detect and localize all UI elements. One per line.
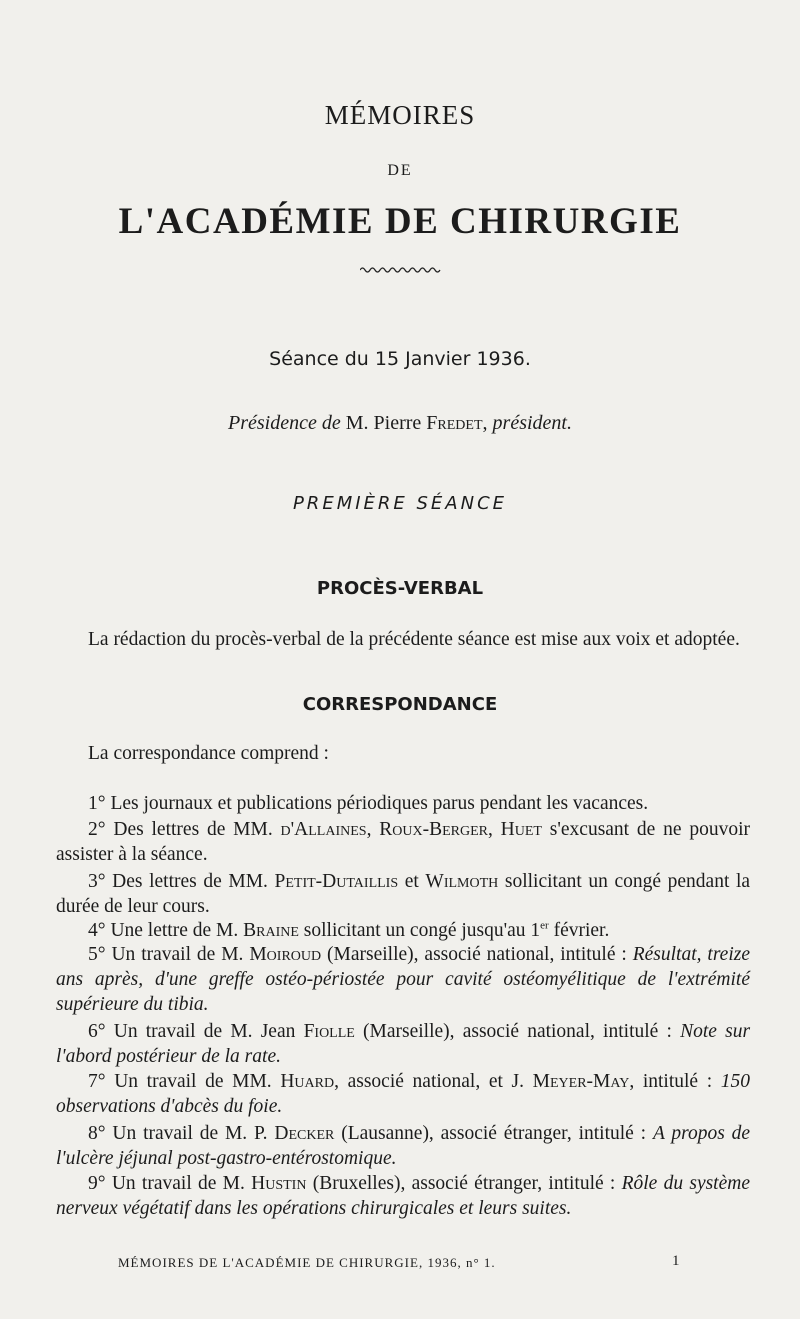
item-text: Un travail de M. bbox=[111, 1173, 245, 1194]
item-text: Un travail de M. bbox=[111, 944, 244, 965]
correspondance-heading: CORRESPONDANCE bbox=[302, 694, 498, 715]
item-number: 8° bbox=[88, 1123, 106, 1144]
item-text: sollicitant un congé pendant la durée de leur cours. bbox=[56, 871, 751, 917]
item-text: Une lettre de M. bbox=[110, 920, 239, 941]
list-item bbox=[56, 869, 750, 919]
item-number: 2° bbox=[88, 819, 106, 840]
item-text: , associé national, et J. bbox=[334, 1071, 525, 1092]
item-text: Des lettres de MM. bbox=[113, 819, 273, 840]
item-number: 7° bbox=[88, 1071, 106, 1092]
item-text: Des lettres de MM. bbox=[112, 871, 268, 892]
item-names: d'Allaines, Roux-Berger, Huet bbox=[280, 819, 542, 840]
item-name: Hustin bbox=[251, 1173, 307, 1194]
item-text: février. bbox=[553, 920, 610, 941]
item-name: Huard bbox=[280, 1071, 335, 1092]
page-number: 1 bbox=[672, 1253, 680, 1269]
president-name: Fredet bbox=[426, 412, 483, 434]
item-text: Un travail de MM. bbox=[114, 1071, 272, 1092]
presidence-prefix: Présidence de bbox=[228, 412, 341, 434]
item-text: Un travail de M. P. bbox=[112, 1123, 268, 1144]
item-name: Moiroud bbox=[249, 944, 322, 965]
list-item bbox=[56, 1121, 750, 1171]
correspondance-intro: La correspondance comprend : bbox=[88, 743, 329, 764]
item-title: Note sur l'abord postérieur de la rate. bbox=[56, 1021, 751, 1067]
superscript: er bbox=[540, 919, 549, 932]
journal-title-de: DE bbox=[387, 162, 413, 179]
item-name: Wilmoth bbox=[425, 871, 499, 892]
session-date: Séance du 15 Janvier 1936. bbox=[269, 348, 531, 370]
list-item bbox=[56, 791, 750, 816]
item-number: 3° bbox=[88, 871, 106, 892]
list-item bbox=[56, 918, 750, 943]
wavy-ornament-divider bbox=[360, 262, 442, 276]
item-title: Rôle du système nerveux végétatif dans les opérations chirurgicales et leurs suites. bbox=[56, 1173, 750, 1219]
item-text: Les journaux et publications périodiques parus pendant les vacances. bbox=[110, 793, 649, 814]
item-title: Résultat, treize ans après, d'une greffe ostéo-périostée pour cavité ostéomyélitique de l'extrémité supérieure du tibia. bbox=[56, 944, 751, 1015]
item-name: Decker bbox=[274, 1123, 335, 1144]
running-footer: MÉMOIRES DE L'ACADÉMIE DE CHIRURGIE, 1936, n° 1. bbox=[118, 1255, 496, 1270]
item-number: 6° bbox=[88, 1021, 106, 1042]
item-text: (Bruxelles), associé étranger, intitulé : bbox=[312, 1173, 616, 1194]
president-title: M. Pierre bbox=[345, 412, 422, 434]
item-name: Meyer-May bbox=[532, 1071, 630, 1092]
list-item bbox=[56, 942, 750, 1017]
list-item bbox=[56, 1069, 750, 1119]
item-text: et bbox=[404, 871, 419, 892]
list-item bbox=[56, 817, 750, 867]
item-number: 9° bbox=[88, 1173, 106, 1194]
list-item bbox=[56, 1019, 750, 1069]
item-text: sollicitant un congé jusqu'au 1 bbox=[303, 920, 541, 941]
presidence-line: Présidence de M. Pierre Fredet, président. bbox=[228, 412, 572, 434]
item-text: s'excusant de ne pouvoir assister à la séance. bbox=[56, 819, 751, 865]
item-number: 4° bbox=[88, 920, 106, 941]
item-text: , intitulé : bbox=[629, 1071, 713, 1092]
item-text: Un travail de M. Jean bbox=[113, 1021, 296, 1042]
item-title: 150 observations d'abcès du foie. bbox=[56, 1071, 751, 1117]
item-number: 1° bbox=[88, 793, 106, 814]
president-suffix: président. bbox=[492, 412, 572, 434]
journal-title-memoires: MÉMOIRES bbox=[324, 100, 476, 130]
item-name: Fiolle bbox=[303, 1021, 355, 1042]
item-text: (Lausanne), associé étranger, intitulé : bbox=[341, 1123, 647, 1144]
item-number: 5° bbox=[88, 944, 106, 965]
item-text: (Marseille), associé national, intitulé : bbox=[327, 944, 627, 965]
journal-title-academie: L'ACADÉMIE DE CHIRURGIE bbox=[118, 201, 682, 242]
item-text: (Marseille), associé national, intitulé : bbox=[363, 1021, 672, 1042]
item-name: Braine bbox=[243, 920, 299, 941]
proces-verbal-heading: PROCÈS-VERBAL bbox=[316, 578, 484, 599]
list-item bbox=[56, 1171, 750, 1221]
proces-verbal-text: La rédaction du procès-verbal de la précédente séance est mise aux voix et adoptée. bbox=[88, 629, 740, 650]
item-title: A propos de l'ulcère jéjunal post-gastro-entérostomique. bbox=[56, 1123, 751, 1169]
session-subtitle: PREMIÈRE SÉANCE bbox=[292, 493, 508, 514]
item-name: Petit-Dutaillis bbox=[274, 871, 399, 892]
